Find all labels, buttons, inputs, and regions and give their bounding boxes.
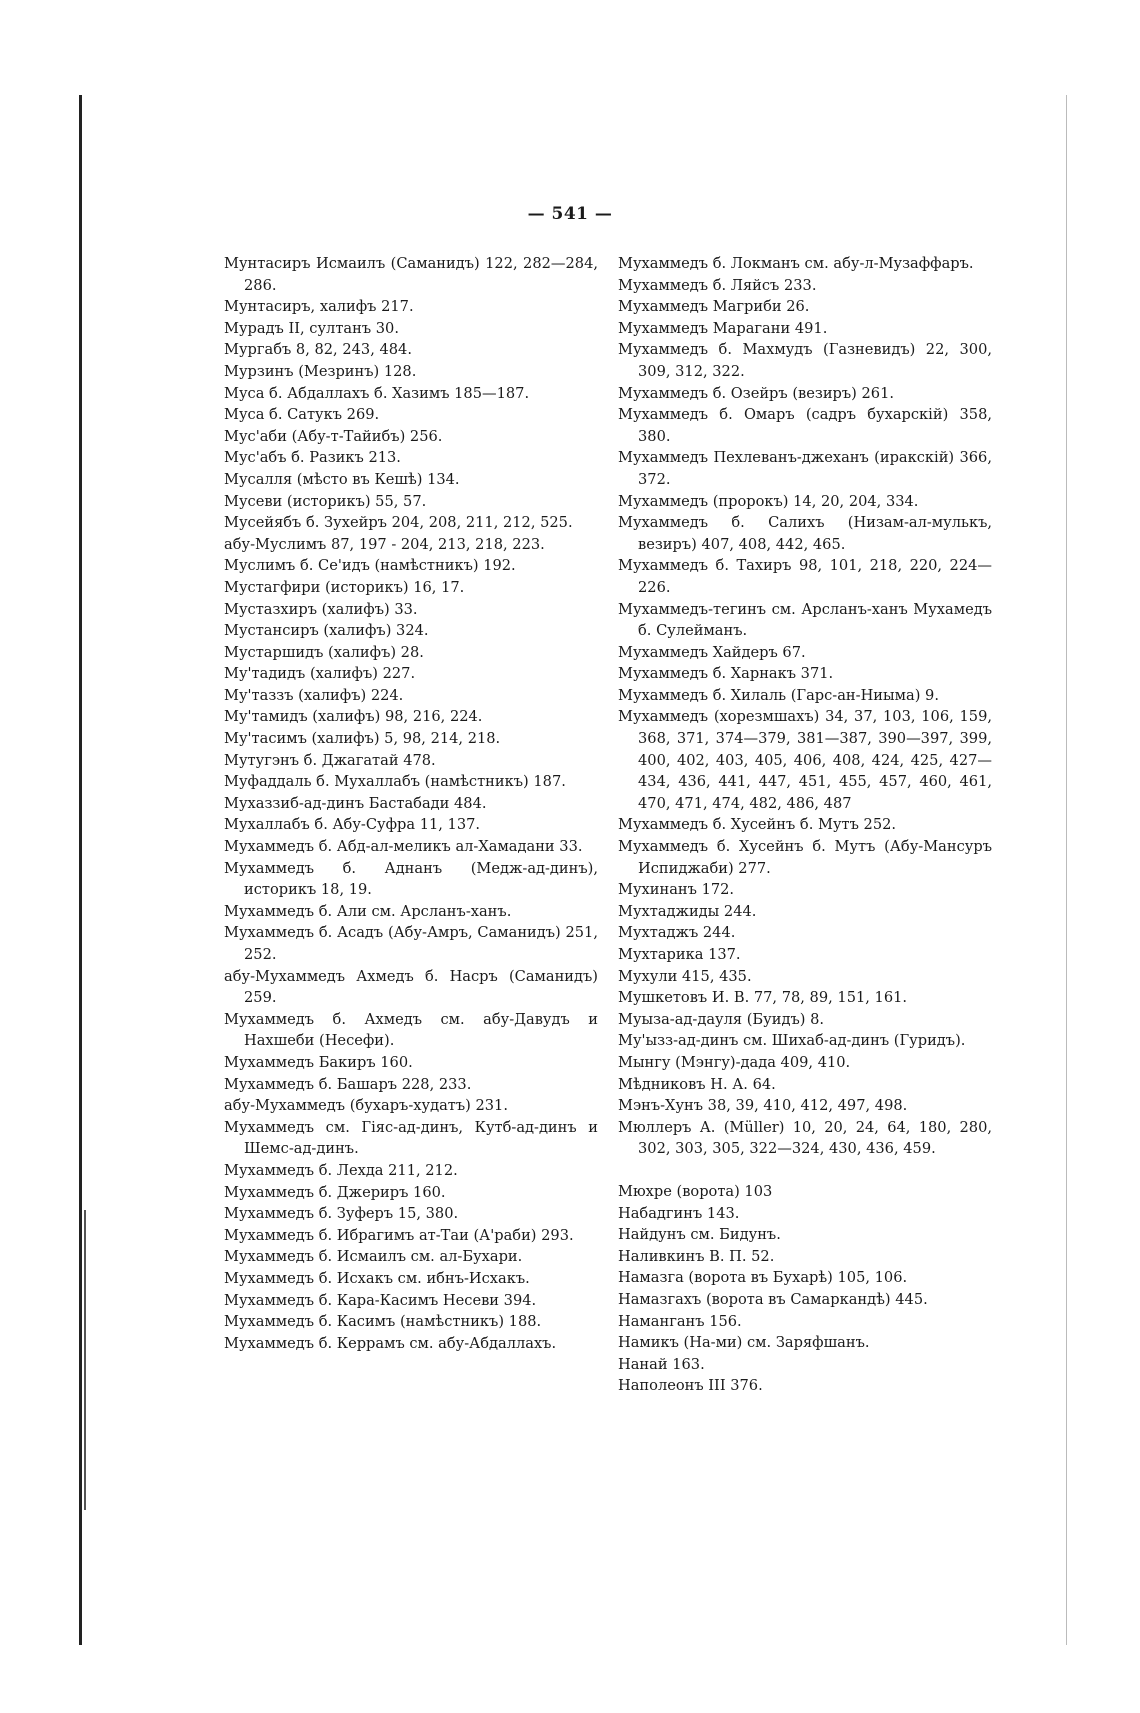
- index-entry: Наполеонъ III 376.: [618, 1377, 763, 1395]
- index-entry: Мухаммедъ б. Ахмедъ см. абу-Давудъ и Нахшеби (Несефи).: [224, 1010, 598, 1050]
- index-entry: Нанай 163.: [618, 1355, 705, 1373]
- index-entry: Мюхре (ворота) 103: [618, 1182, 773, 1200]
- index-entry: Му'тадидъ (халифъ) 227.: [224, 665, 416, 683]
- index-column-right: [618, 253, 992, 1397]
- index-entry: Мунтасиръ Исмаилъ (Саманидъ) 122, 282—284, 286.: [224, 255, 598, 294]
- index-entry: Мухаммедъ б. Хилаль (Гарс-ан-Ниыма) 9.: [618, 686, 939, 704]
- index-entry: Намикъ (На-ми) см. Заряфшанъ.: [618, 1334, 870, 1352]
- index-entry: Мѣдниковъ Н. А. 64.: [618, 1075, 776, 1093]
- index-entry: Мухаммедъ Пехлеванъ-джеханъ (иракскій) 366, 372.: [618, 449, 992, 488]
- index-entry: Муса б. Сатукъ 269.: [224, 406, 380, 424]
- index-entry: Муса б. Абдаллахъ б. Хазимъ 185—187.: [224, 384, 530, 402]
- index-entry: Мус'аби (Абу-т-Тайибъ) 256.: [224, 427, 443, 445]
- index-entry: Мусеви (историкъ) 55, 57.: [224, 492, 427, 510]
- index-entry: Муфаддаль б. Мухаллабъ (намѣстникъ) 187.: [224, 773, 566, 791]
- index-entry: Мынгу (Мэнгу)-дада 409, 410.: [618, 1053, 851, 1071]
- index-entry: Мустаршидъ (халифъ) 28.: [224, 643, 424, 661]
- scan-edge-left: [79, 95, 82, 1645]
- index-entry: Мухаззиб-ад-динъ Бастабади 484.: [224, 794, 487, 812]
- index-entry: Му'ызз-ад-динъ см. Шихаб-ад-динъ (Гуридъ).: [618, 1032, 966, 1050]
- page-number: — 541 —: [527, 204, 613, 224]
- index-entry: абу-Мухаммедъ (бухаръ-худатъ) 231.: [224, 1097, 508, 1115]
- index-entry: Мухаммедъ б. Локманъ см. абу-л-Музаффаръ.: [618, 255, 974, 272]
- index-entry: Мухаммедъ Магриби 26.: [618, 298, 810, 316]
- index-entry: Мухаммедъ б. Ибрагимъ ат-Таи (А'раби) 293.: [224, 1226, 574, 1244]
- index-entry: Мухтаджиды 244.: [618, 902, 757, 920]
- index-entry: Набадгинъ 143.: [618, 1204, 740, 1222]
- index-entry: абу-Мухаммедъ Ахмедъ б. Насръ (Саманидъ) 259.: [224, 967, 598, 1007]
- index-entry: Му'таззъ (халифъ) 224.: [224, 686, 404, 704]
- index-entry: Мурадъ II, султанъ 30.: [224, 319, 399, 337]
- scan-edge-left-inner: [84, 1210, 86, 1510]
- index-entry: Наманганъ 156.: [618, 1312, 742, 1330]
- index-entry: абу-Муслимъ 87, 197 - 204, 213, 218, 223.: [224, 535, 545, 553]
- index-entry: Мухаммедъ б. Озейръ (везиръ) 261.: [618, 384, 895, 402]
- index-entry: Найдунъ см. Бидунъ.: [618, 1226, 781, 1244]
- index-entry: Мухаммедъ б. Башаръ 228, 233.: [224, 1075, 472, 1093]
- index-entry: Мухаммедъ б. Хусейнъ б. Мутъ 252.: [618, 816, 897, 834]
- index-entry: Мунтасиръ, халифъ 217.: [224, 298, 414, 316]
- index-entry: Мургабъ 8, 82, 243, 484.: [224, 341, 412, 359]
- index-entry: Мюллеръ А. (Müller) 10, 20, 24, 64, 180, 280, 302, 303, 305, 322—324, 430, 436, 459.: [618, 1118, 992, 1158]
- index-entry: Мухаммедъ б. Керрамъ см. абу-Абдаллахъ.: [224, 1334, 557, 1352]
- index-entry: Мухаммедъ (хорезмшахъ) 34, 37, 103, 106, 159, 368, 371, 374—379, 381—387, 390—397, 399, 400, 402, 403, 405, 406, 408, 424, 425, 427—434, 436, 441, 447, 451, 455, 457, 460, 461, 470, 471, 474, 482, 486, 487: [618, 708, 992, 812]
- index-entry: Мустансиръ (халифъ) 324.: [224, 622, 429, 640]
- index-entry: Мурзинъ (Мезринъ) 128.: [224, 362, 417, 380]
- index-entry: Мухаммедъ б. Асадъ (Абу-Амръ, Саманидъ) 251, 252.: [224, 924, 598, 963]
- index-entry: Мухаммедъ б. Ляйсъ 233.: [618, 276, 817, 294]
- index-entry: Мухаммедъ Марагани 491.: [618, 319, 828, 337]
- index-entry: Мухаммедъ б. Лехда 211, 212.: [224, 1161, 458, 1179]
- index-entry: Мухаммедъ б. Махмудъ (Газневидъ) 22, 300, 309, 312, 322.: [618, 341, 992, 380]
- index-entry: Мухаммедъ см. Гіяс-ад-динъ, Кутб-ад-динъ и Шемс-ад-динъ.: [224, 1118, 598, 1158]
- index-entry: Мусалля (мѣсто въ Кешѣ) 134.: [224, 470, 460, 488]
- index-entry: Мустазхиръ (халифъ) 33.: [224, 600, 418, 618]
- index-entry: Мухаммедъ б. Харнакъ 371.: [618, 665, 834, 683]
- index-entry: Мухули 415, 435.: [618, 967, 752, 985]
- index-entry: Мухаммедъ (пророкъ) 14, 20, 204, 334.: [618, 492, 919, 510]
- index-column-left: [224, 253, 598, 1354]
- index-entry: Мус'абъ б. Разикъ 213.: [224, 449, 401, 467]
- index-entry: Мухаммедъ Бакиръ 160.: [224, 1053, 413, 1071]
- index-entry: Мэнъ-Хунъ 38, 39, 410, 412, 497, 498.: [618, 1097, 908, 1115]
- index-entry: Мухаммедъ б. Али см. Арсланъ-ханъ.: [224, 902, 512, 920]
- index-entry: Мухаммедъ б. Хусейнъ б. Мутъ (Абу-Мансуръ Испиджаби) 277.: [618, 838, 992, 877]
- index-entry: Мухаммедъ б. Исхакъ см. ибнъ-Исхакъ.: [224, 1269, 530, 1287]
- index-entry: Мухаммедъ Хайдеръ 67.: [618, 643, 806, 661]
- index-entry: Му'тасимъ (халифъ) 5, 98, 214, 218.: [224, 730, 501, 748]
- index-entry: Муыза-ад-дауля (Буидъ) 8.: [618, 1010, 825, 1028]
- index-entry: Мухаммедъ б. Кара-Касимъ Несеви 394.: [224, 1291, 537, 1309]
- index-entry: Наливкинъ В. П. 52.: [618, 1247, 775, 1265]
- index-entry: Мухаммедъ б. Зуферъ 15, 380.: [224, 1205, 459, 1223]
- index-entry: Мухаммедъ б. Исмаилъ см. ал-Бухари.: [224, 1248, 523, 1266]
- index-entry: Мушкетовъ И. В. 77, 78, 89, 151, 161.: [618, 989, 908, 1007]
- index-entry: Мухаллабъ б. Абу-Суфра 11, 137.: [224, 816, 481, 834]
- index-entry: Му'тамидъ (халифъ) 98, 216, 224.: [224, 708, 483, 726]
- index-entry: Мухаммедъ б. Тахиръ 98, 101, 218, 220, 224—226.: [618, 557, 992, 596]
- scan-edge-right: [1066, 95, 1067, 1645]
- index-entry: Мухаммедъ б. Аднанъ (Медж-ад-динъ), историкъ 18, 19.: [224, 859, 598, 899]
- index-entry: Муслимъ б. Се'идъ (намѣстникъ) 192.: [224, 557, 516, 575]
- index-entry: Мухаммедъ б. Джериръ 160.: [224, 1183, 446, 1201]
- index-entry: Мухаммедъ б. Салихъ (Низам-ал-мулькъ, везиръ) 407, 408, 442, 465.: [618, 514, 992, 553]
- index-entry: Мухаммедъ-тегинъ см. Арсланъ-ханъ Мухамедъ б. Сулейманъ.: [618, 600, 992, 640]
- index-entry: Мутугэнъ б. Джагатай 478.: [224, 751, 436, 769]
- index-entry: Мухтаджъ 244.: [618, 924, 736, 942]
- index-entry: Мухаммедъ б. Касимъ (намѣстникъ) 188.: [224, 1313, 542, 1331]
- index-entry: Мустагфири (историкъ) 16, 17.: [224, 578, 465, 596]
- index-entry: Намазгахъ (ворота въ Самаркандѣ) 445.: [618, 1290, 928, 1308]
- index-entry: Мухинанъ 172.: [618, 881, 735, 899]
- index-entry: Мусейябъ б. Зухейръ 204, 208, 211, 212, 525.: [224, 514, 573, 532]
- index-entry: Мухаммедъ б. Абд-ал-меликъ ал-Хамадани 33.: [224, 838, 583, 856]
- index-entry: Намазга (ворота въ Бухарѣ) 105, 106.: [618, 1269, 908, 1287]
- index-entry: Мухтарика 137.: [618, 946, 741, 963]
- index-entry: Мухаммедъ б. Омаръ (садръ бухарскій) 358, 380.: [618, 406, 992, 445]
